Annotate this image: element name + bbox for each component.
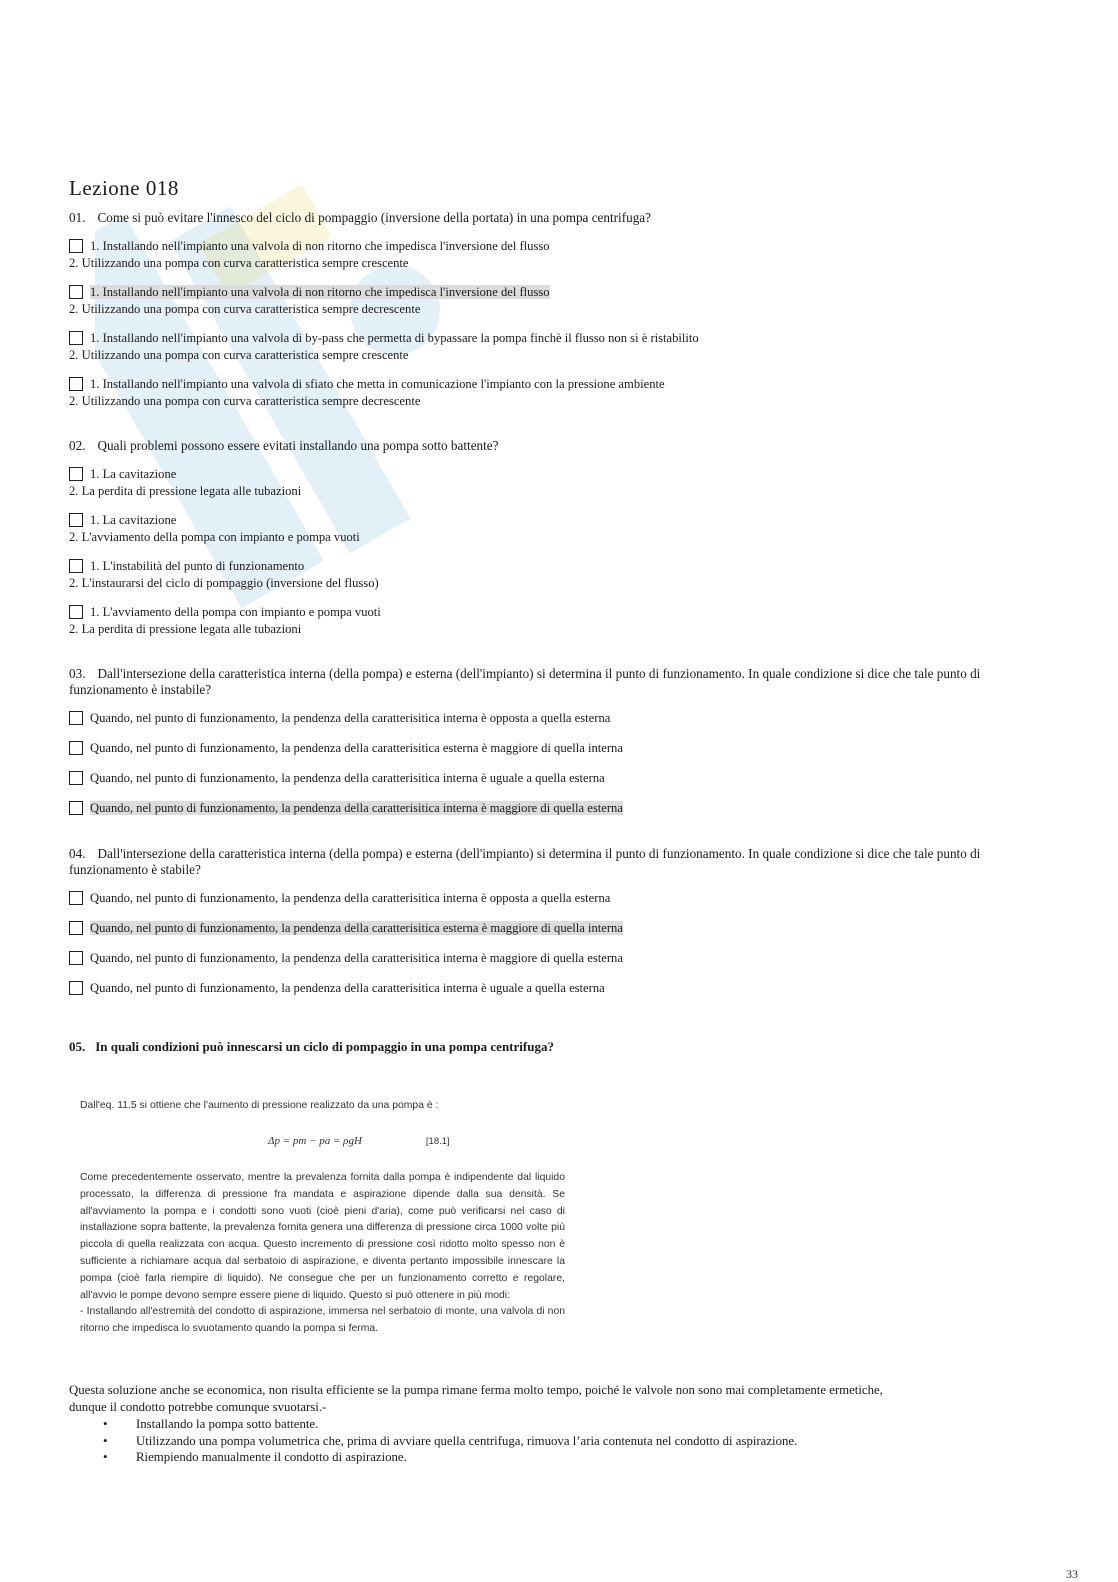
list-item: • Riempiendo manualmente il condotto di aspirazione. bbox=[69, 1449, 1029, 1466]
question-number: 03. bbox=[69, 666, 86, 681]
question-number: 05. bbox=[69, 1039, 86, 1054]
equation: Δp = pm − pa = ρgH [18.1] bbox=[268, 1135, 450, 1147]
answer-option[interactable]: 1. Installando nell'impianto una valvola di by-pass che permetta di bypassare la pompa finchè il flusso non si è ristabilito 2. Utilizzando una pompa con curva caratteristica sempre crescente bbox=[69, 331, 699, 362]
answer-option[interactable]: Quando, nel punto di funzionamento, la pendenza della caratterisitica esterna è maggiore di quella interna bbox=[69, 740, 1029, 757]
excerpt-intro: Dall'eq. 11.5 si ottiene che l'aumento di pressione realizzato da una pompa è : bbox=[80, 1100, 439, 1111]
checkbox[interactable] bbox=[69, 513, 83, 527]
question-text bbox=[69, 438, 1029, 454]
answer-option[interactable]: Quando, nel punto di funzionamento, la pendenza della caratterisitica interna è uguale a quella esterna bbox=[69, 770, 1029, 787]
checkbox[interactable] bbox=[69, 891, 83, 905]
answer-option[interactable]: 1. Installando nell'impianto una valvola di sfiato che metta in comunicazione l'impianto con la pressione ambiente 2. Utilizzando una pompa con curva caratteristica sempre decrescente bbox=[69, 377, 665, 408]
checkbox[interactable] bbox=[69, 711, 83, 725]
question-01 bbox=[69, 210, 1029, 410]
answer-line: dunque il condotto potrebbe comunque svuotarsi.- bbox=[69, 1399, 327, 1414]
question-04 bbox=[69, 846, 1029, 997]
checkbox[interactable] bbox=[69, 285, 83, 299]
question-03 bbox=[69, 666, 1029, 817]
question-number: 02. bbox=[69, 438, 86, 453]
answer-line: Questa soluzione anche se economica, non risulta efficiente se la pumpa rimane ferma molto tempo, poiché le valvole non sono mai completamente ermetiche, bbox=[69, 1383, 883, 1397]
answer-option[interactable]: Quando, nel punto di funzionamento, la pendenza della caratterisitica interna è uguale a quella esterna bbox=[69, 980, 1029, 997]
page-number: 33 bbox=[1066, 1567, 1078, 1581]
answer-option[interactable]: 1. Installando nell'impianto una valvola di non ritorno che impedisca l'inversione del flusso 2. Utilizzando una pompa con curva caratteristica sempre crescente bbox=[69, 239, 550, 270]
question-label: In quali condizioni può innescarsi un ciclo di pompaggio in una pompa centrifuga? bbox=[95, 1039, 554, 1054]
checkbox[interactable] bbox=[69, 331, 83, 345]
answer-text bbox=[69, 1382, 1029, 1466]
checkbox[interactable] bbox=[69, 467, 83, 481]
list-item: • Utilizzando una pompa volumetrica che, prima di avviare quella centrifuga, rimuova l’aria contenuta nel condotto di aspirazione. bbox=[69, 1433, 1029, 1450]
question-number: 04. bbox=[69, 846, 86, 861]
question-label: Dall'intersezione della caratteristica interna (della pompa) e esterna (dell'impianto) si determina il punto di funzionamento. In quale condizione si dice che tale punto di funzionamento è instabile? bbox=[69, 666, 981, 697]
list-item: • Installando la pompa sotto battente. bbox=[69, 1416, 1029, 1433]
equation-ref: [18.1] bbox=[425, 1136, 450, 1147]
answer-option-highlighted[interactable]: Quando, nel punto di funzionamento, la pendenza della caratterisitica interna è maggiore di quella esterna bbox=[69, 800, 1029, 817]
checkbox[interactable] bbox=[69, 741, 83, 755]
answer-option[interactable]: 1. L'instabilità del punto di funzionamento 2. L'instaurarsi del ciclo di pompaggio (inversione del flusso) bbox=[69, 559, 379, 590]
question-text bbox=[69, 666, 1029, 698]
answer-option[interactable]: Quando, nel punto di funzionamento, la pendenza della caratterisitica interna è maggiore di quella esterna bbox=[69, 950, 1029, 967]
excerpt-paragraph: Come precedentemente osservato, mentre la prevalenza fornita dalla pompa è indipendente dal liquido processato, la differenza di pressione fra mandata e aspirazione dipende dalla sua densità. Se all'avviamento la pompa e i condotti sono vuoti (cioè pieni d'aria), come può verificarsi nel caso di installazione sopra battente, la prevalenza fornita genera una differenza di pressione circa 1000 volte più piccola di quella realizzata con acqua. Questo incremento di pressione così ridotto molto spesso non è sufficiente a richiamare acqua dal serbatoio di aspirazione, e diventa pertanto impossibile innescare la pompa (cioè farla riempire di liquido). Ne consegue che per un funzionamento corretto e regolare, all'avvio le pompe devono sempre essere piene di liquido. Questo si può ottenere in più modi: - Installando all'estremità del condotto di aspirazione, immersa nel serbatoio di monte, una valvola di non ritorno che impedisca lo svuotamento quando la pompa si ferma. bbox=[80, 1170, 565, 1338]
question-label: Quali problemi possono essere evitati installando una pompa sotto battente? bbox=[97, 438, 499, 453]
question-label: Dall'intersezione della caratteristica interna (della pompa) e esterna (dell'impianto) si determina il punto di funzionamento. In quale condizione si dice che tale punto di funzionamento è stabile? bbox=[69, 846, 981, 877]
checkbox[interactable] bbox=[69, 239, 83, 253]
answer-option[interactable]: 1. La cavitazione 2. La perdita di pressione legata alle tubazioni bbox=[69, 467, 302, 498]
answer-option-highlighted[interactable]: 1. Installando nell'impianto una valvola di non ritorno che impedisca l'inversione del flusso 2. Utilizzando una pompa con curva caratteristica sempre decrescente bbox=[69, 285, 550, 316]
checkbox[interactable] bbox=[69, 559, 83, 573]
lesson-title: Lezione 018 bbox=[69, 176, 179, 200]
question-number: 01. bbox=[69, 210, 86, 225]
answer-option[interactable]: Quando, nel punto di funzionamento, la pendenza della caratterisitica interna è opposta a quella esterna bbox=[69, 710, 1029, 727]
checkbox[interactable] bbox=[69, 981, 83, 995]
content-column bbox=[69, 176, 1029, 1055]
excerpt-bullet: - Installando all'estremità del condotto di aspirazione, immersa nel serbatoio di monte, una valvola di non ritorno che impedisca lo svuotamento quando la pompa si ferma. bbox=[80, 1306, 565, 1335]
answer-option[interactable]: Quando, nel punto di funzionamento, la pendenza della caratterisitica interna è opposta a quella esterna bbox=[69, 890, 1029, 907]
question-text bbox=[69, 846, 1029, 878]
answer-option[interactable]: 1. L'avviamento della pompa con impianto e pompa vuoti 2. La perdita di pressione legata alle tubazioni bbox=[69, 605, 381, 636]
checkbox[interactable] bbox=[69, 377, 83, 391]
answer-bullet-list bbox=[69, 1416, 1029, 1466]
answer-option[interactable]: 1. La cavitazione 2. L'avviamento della pompa con impianto e pompa vuoti bbox=[69, 513, 360, 544]
checkbox[interactable] bbox=[69, 605, 83, 619]
checkbox[interactable] bbox=[69, 921, 83, 935]
textbook-excerpt bbox=[80, 1100, 565, 1338]
question-05 bbox=[69, 1039, 1029, 1055]
question-label: Come si può evitare l'innesco del ciclo di pompaggio (inversione della portata) in una pompa centrifuga? bbox=[97, 210, 651, 225]
question-02 bbox=[69, 438, 1029, 638]
checkbox[interactable] bbox=[69, 771, 83, 785]
checkbox[interactable] bbox=[69, 951, 83, 965]
checkbox[interactable] bbox=[69, 801, 83, 815]
answer-option-highlighted[interactable]: Quando, nel punto di funzionamento, la pendenza della caratterisitica esterna è maggiore di quella interna bbox=[69, 920, 1029, 937]
question-text bbox=[69, 210, 1029, 226]
